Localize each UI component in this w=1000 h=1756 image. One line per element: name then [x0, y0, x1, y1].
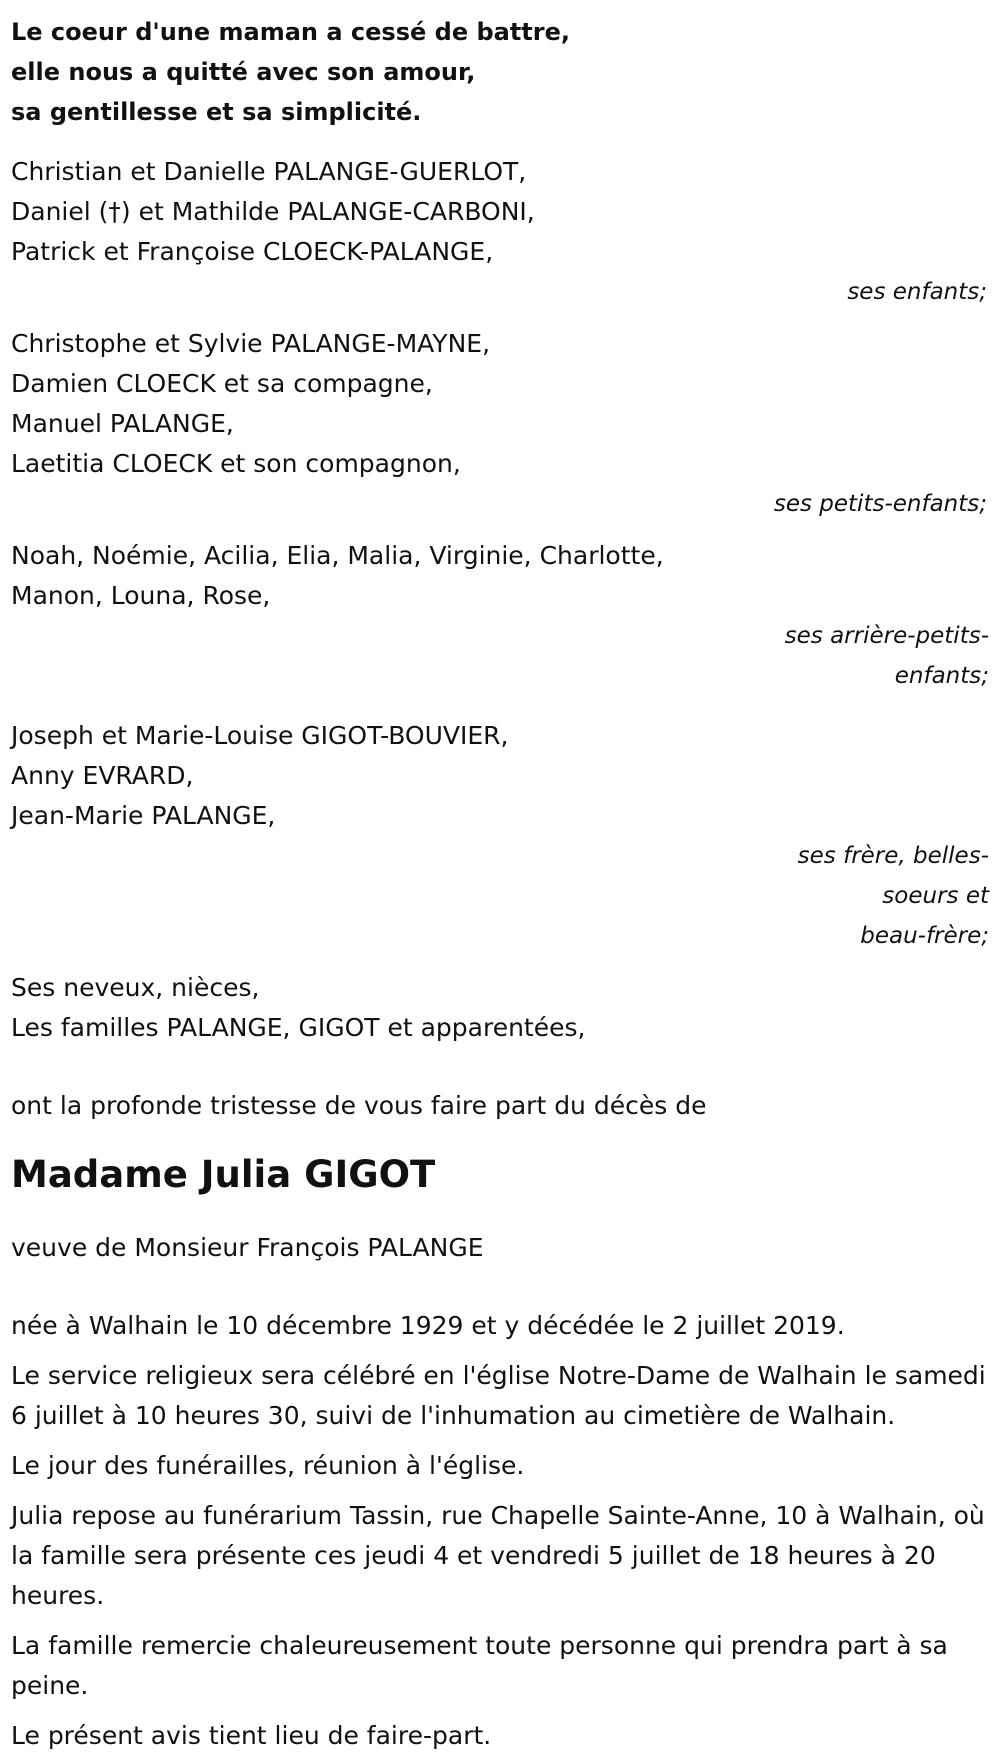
- relationship-label-line: ses arrière-petits-: [784, 623, 989, 649]
- family-member: Patrick et Françoise CLOECK-PALANGE,: [11, 237, 494, 266]
- obituary-content: [11, 12, 991, 1756]
- relationship-label-line: enfants;: [894, 663, 989, 689]
- relationship-label-line: ses frère, belles-: [797, 843, 989, 869]
- family-member: Manuel PALANGE,: [11, 409, 234, 438]
- relatives-line: Ses neveux, nièces,: [11, 973, 260, 1002]
- family-member: Jean-Marie PALANGE,: [11, 801, 276, 830]
- great-grandchildren-group: [11, 536, 991, 696]
- family-member: Laetitia CLOECK et son compagnon,: [11, 449, 461, 478]
- quote-line: sa gentillesse et sa simplicité.: [11, 98, 422, 126]
- relationship-label: ses enfants;: [847, 279, 987, 305]
- family-member: Christian et Danielle PALANGE-GUERLOT,: [11, 157, 527, 186]
- funeral-home-paragraph: Julia repose au funérarium Tassin, rue Chapelle Sainte-Anne, 10 à Walhain, où la famille sera présente ces jeudi 4 et vendredi 5 juillet de 18 heures à 20 heures.: [11, 1501, 985, 1610]
- relationship-label-line: soeurs et: [882, 883, 989, 909]
- relationship-label: ses petits-enfants;: [773, 491, 987, 517]
- family-member: Anny EVRARD,: [11, 761, 194, 790]
- relationship-label-line: beau-frère;: [860, 923, 989, 949]
- widow-of-text: veuve de Monsieur François PALANGE: [11, 1233, 484, 1262]
- family-member: Joseph et Marie-Louise GIGOT-BOUVIER,: [11, 721, 509, 750]
- family-member: Damien CLOECK et sa compagne,: [11, 369, 433, 398]
- family-member: Noah, Noémie, Acilia, Elia, Malia, Virginie, Charlotte,: [11, 541, 664, 570]
- birth-death-paragraph: née à Walhain le 10 décembre 1929 et y décédée le 2 juillet 2019.: [11, 1311, 845, 1340]
- quote-line: Le coeur d'une maman a cessé de battre,: [11, 18, 570, 46]
- family-member: Manon, Louna, Rose,: [11, 581, 271, 610]
- thanks-paragraph: La famille remercie chaleureusement toute personne qui prendra part à sa peine.: [11, 1631, 948, 1700]
- relationship-label: [11, 836, 989, 956]
- gathering-paragraph: Le jour des funérailles, réunion à l'église.: [11, 1451, 525, 1480]
- siblings-group: [11, 716, 991, 956]
- family-member: Christophe et Sylvie PALANGE-MAYNE,: [11, 329, 491, 358]
- deceased-name: Madame Julia GIGOT: [11, 1153, 436, 1196]
- details-section: [11, 1306, 991, 1756]
- other-relatives-group: [11, 968, 991, 1048]
- relationship-label: [11, 616, 989, 696]
- announcement-text: ont la profonde tristesse de vous faire part du décès de: [11, 1091, 707, 1120]
- service-paragraph: Le service religieux sera célébré en l'église Notre-Dame de Walhain le samedi 6 juillet à 10 heures 30, suivi de l'inhumation au cimetière de Walhain.: [11, 1361, 986, 1430]
- grandchildren-group: [11, 324, 991, 524]
- opening-quote: [11, 12, 991, 132]
- quote-line: elle nous a quitté avec son amour,: [11, 58, 476, 86]
- children-group: [11, 152, 991, 312]
- notice-paragraph: Le présent avis tient lieu de faire-part.: [11, 1721, 492, 1750]
- family-member: Daniel (†) et Mathilde PALANGE-CARBONI,: [11, 197, 535, 226]
- relatives-line: Les familles PALANGE, GIGOT et apparentées,: [11, 1013, 586, 1042]
